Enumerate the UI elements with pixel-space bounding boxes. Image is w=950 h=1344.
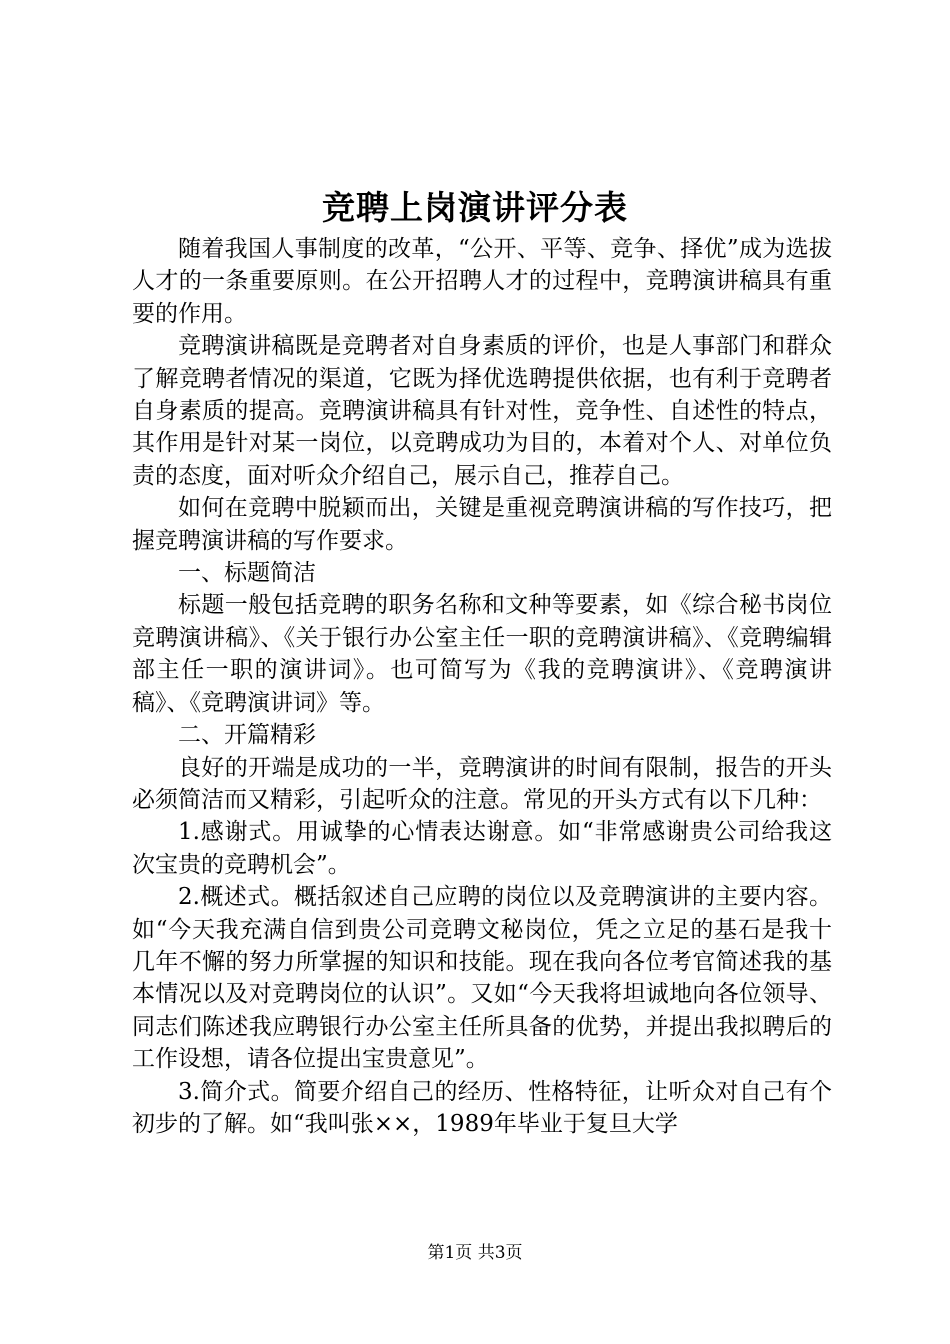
list-item: 1.感谢式。用诚挚的心情表达谢意。如“非常感谢贵公司给我这次宝贵的竞聘机会”。 [132,819,832,878]
paragraph: 标题一般包括竞聘的职务名称和文种等要素，如《综合秘书岗位竞聘演讲稿》、《关于银行办公室主任一职的竞聘演讲稿》、《竞聘编辑部主任一职的演讲词》。也可简写为《我的竞聘演讲》、《竞聘演讲稿》、《竞聘演讲词》等。 [132,592,832,716]
document-body [132,233,832,1140]
page-footer: 第1页 共3页 [427,1243,523,1263]
list-item: 2.概述式。概括叙述自己应聘的岗位以及竞聘演讲的主要内容。如“今天我充满自信到贵公司竞聘文秘岗位，凭之立足的基石是我十几年不懈的努力所掌握的知识和技能。现在我向各位考官简述我的基本情况以及对竞聘岗位的认识”。又如“今天我将坦诚地向各位领导、同志们陈述我应聘银行办公室主任所具备的优势，并提出我拟聘后的工作设想，请各位提出宝贵意见”。 [132,884,832,1073]
paragraph: 竞聘演讲稿既是竞聘者对自身素质的评价，也是人事部门和群众了解竞聘者情况的渠道，它既为择优选聘提供依据，也有利于竞聘者自身素质的提高。竞聘演讲稿具有针对性，竞争性、自述性的特点，其作用是针对某一岗位，以竞聘成功为目的，本着对个人、对单位负责的态度，面对听众介绍自己，展示自己，推荐自己。 [132,333,832,489]
section-heading: 二、开篇精彩 [178,722,316,749]
list-item: 3.简介式。简要介绍自己的经历、性格特征，让听众对自己有个初步的了解。如“我叫张××，1989年毕业于复旦大学 [132,1078,832,1137]
document-title: 竞聘上岗演讲评分表 [322,188,628,227]
paragraph: 如何在竞聘中脱颖而出，关键是重视竞聘演讲稿的写作技巧，把握竞聘演讲稿的写作要求。 [132,495,832,554]
section-heading: 一、标题简洁 [178,560,316,587]
paragraph: 良好的开端是成功的一半，竞聘演讲的时间有限制，报告的开头必须简洁而又精彩，引起听众的注意。常见的开头方式有以下几种： [132,754,832,813]
paragraph: 随着我国人事制度的改革，“公开、平等、竞争、择优”成为选拔人才的一条重要原则。在公开招聘人才的过程中，竞聘演讲稿具有重要的作用。 [132,236,832,327]
